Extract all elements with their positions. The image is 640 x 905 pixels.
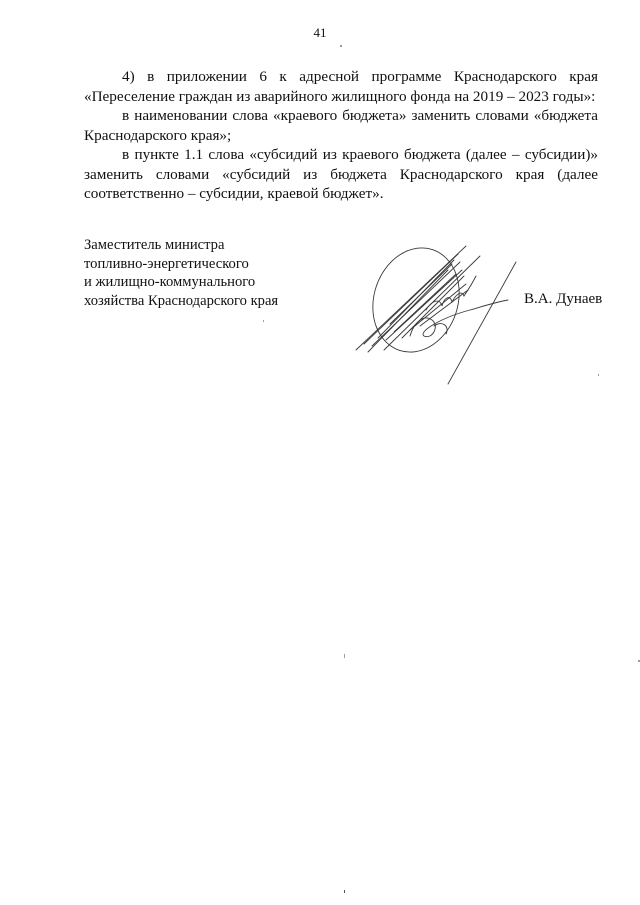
scan-speck	[340, 45, 342, 47]
paragraph-name-replacement: в наименовании слова «краевого бюджета» заменить словами «бюджета Краснодарского края»;	[84, 107, 598, 144]
scan-speck	[344, 654, 345, 658]
page-number: 41	[313, 25, 327, 40]
document-body	[84, 67, 598, 204]
signatory-position	[84, 236, 278, 310]
position-line: и жилищно-коммунального	[84, 274, 256, 291]
scan-speck	[263, 320, 264, 322]
scan-speck	[598, 374, 599, 376]
signer-name: В.А. Дунаев	[524, 291, 603, 307]
position-line: Заместитель министра	[84, 237, 225, 253]
position-line: топливно-энергетического	[84, 255, 249, 272]
scan-speck	[344, 890, 345, 893]
signature-icon	[350, 240, 540, 390]
paragraph-clause-1-1: в пункте 1.1 слова «субсидий из краевого бюджета (далее – субсидии)» заменить словами «субсидий из бюджета Краснодарского края (далее соответственно – субсидии, краевой бюджет».	[84, 146, 598, 202]
position-line: хозяйства Краснодарского края	[84, 292, 279, 309]
paragraph-item-4: 4) в приложении 6 к адресной программе Краснодарского края «Переселение граждан из аварийного жилищного фонда на 2019 – 2023 годы»:	[84, 68, 598, 105]
